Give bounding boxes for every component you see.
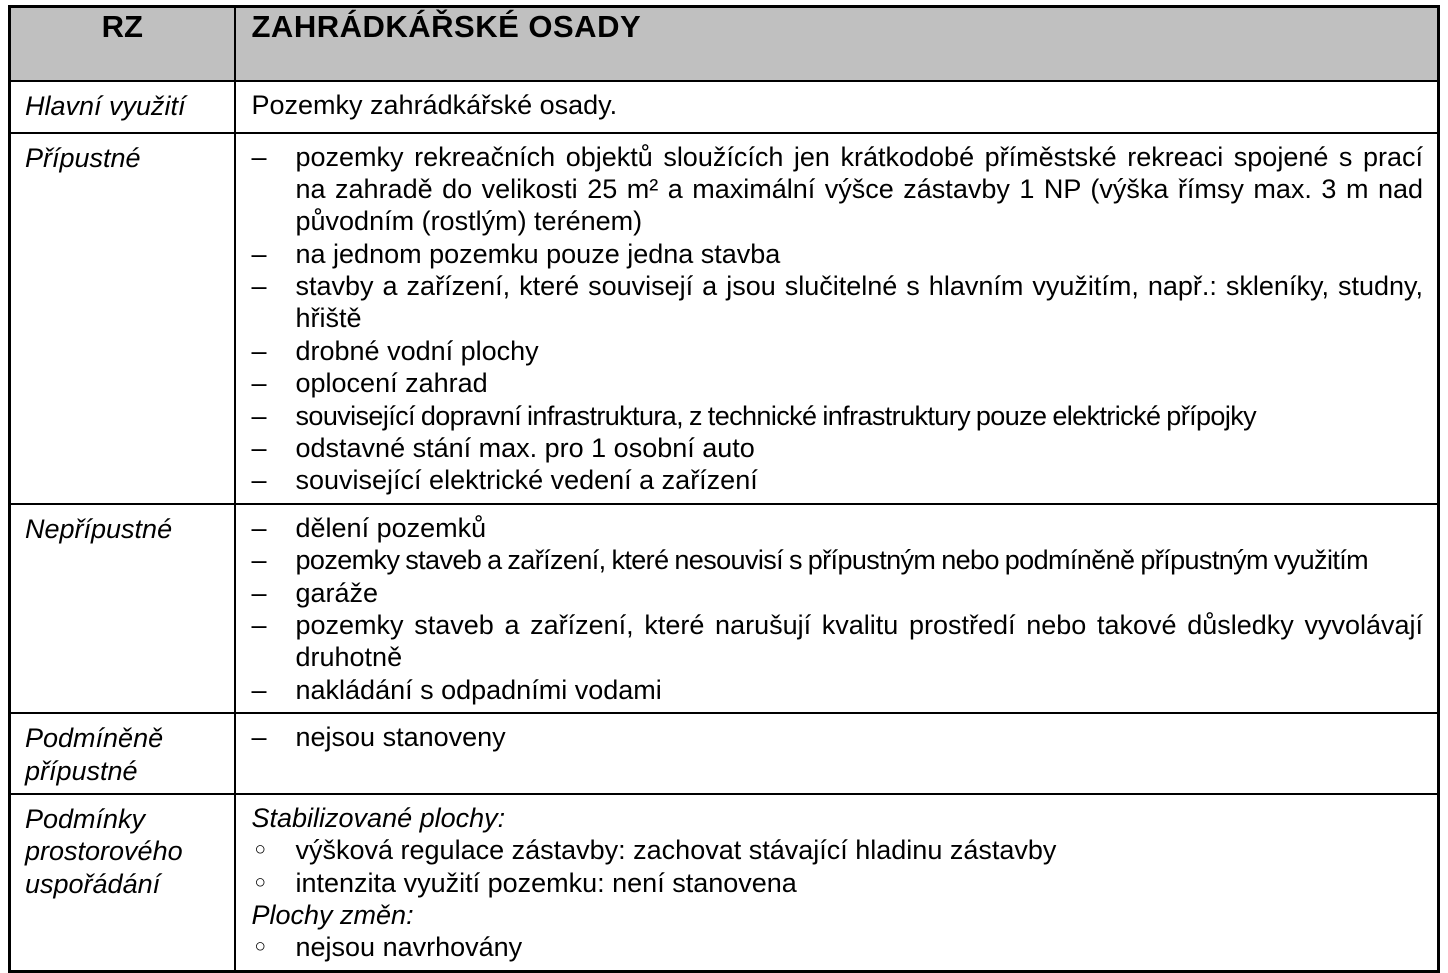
list-item [252,609,1424,674]
list-item-text: pozemky staveb a zařízení, které nesouvisí s přípustným nebo podmíněně přípustným využitím [295,545,1369,576]
spec-table-body [10,81,1439,972]
dash-bullet: – [251,335,267,366]
list-item-text: odstavné stání max. pro 1 osobní auto [295,433,755,464]
list-item [252,931,1424,963]
zone-title: ZAHRÁDKÁŘSKÉ OSADY [235,7,1439,81]
dash-bullet: – [251,433,267,464]
cell-text: Pozemky zahrádkářské osady. [251,89,618,120]
list-item [252,367,1424,399]
list-item-text: nejsou navrhovány [295,932,523,963]
row-label: Přípustné [10,133,235,504]
circle-bullet: ○ [254,871,266,893]
dash-bullet: – [251,141,267,172]
list-item [252,464,1424,496]
dash-bullet: – [251,368,267,399]
row-content [235,504,1439,713]
list-item [252,674,1424,706]
dash-bullet: – [251,545,267,576]
list-item-text: drobné vodní plochy [295,335,539,366]
list-item-text: nejsou stanoveny [295,722,506,753]
table-row [10,133,1439,504]
list-item [252,867,1424,899]
list-item [252,512,1424,544]
list-item-text: pozemky rekreačních objektů sloužících jen krátkodobé příměstské rekreaci spojené s prací na zahradě do velikosti 25 m² a maximální výšce zástavby 1 NP (výška římsy max. 3 m nad původním (rostlým) terénem) [295,141,1423,237]
row-label: Podmínky prostorového uspořádání [10,794,235,971]
dash-bullet: – [251,512,267,543]
zoning-table [8,5,1440,973]
list-subheading: Stabilizované plochy: [251,802,506,833]
row-content [235,713,1439,794]
dash-bullet: – [251,674,267,705]
row-label: Nepřípustné [10,504,235,713]
list-item [252,544,1424,576]
list-item-text: pozemky staveb a zařízení, které narušují kvalitu prostředí nebo takové důsledky vyvolávají druhotně [295,609,1423,673]
list-item-text: související dopravní infrastruktura, z technické infrastruktury pouze elektrické přípojky [295,400,1257,431]
table-header [10,7,1439,81]
list-item [252,577,1424,609]
list-item-text: související elektrické vedení a zařízení [295,465,758,496]
list-item [252,141,1424,238]
list-item [252,238,1424,270]
table-row [10,504,1439,713]
dash-bullet: – [251,577,267,608]
row-content [235,794,1439,971]
list-item [252,400,1424,432]
list-item-text: oplocení zahrad [295,368,488,399]
list-item [252,834,1424,866]
table-row [10,81,1439,133]
list-item [252,432,1424,464]
list-item-text: dělení pozemků [295,512,487,543]
table-row [10,794,1439,971]
dash-bullet: – [251,609,267,640]
dash-bullet: – [251,238,267,269]
row-label: Podmíněně přípustné [10,713,235,794]
list-item-text: nakládání s odpadními vodami [295,674,662,705]
dash-bullet: – [251,722,267,753]
list-item [252,270,1424,335]
row-content [235,81,1439,133]
dash-bullet: – [251,465,267,496]
header-row [10,7,1439,81]
dash-bullet: – [251,400,267,431]
list-item-text: na jednom pozemku pouze jedna stavba [295,238,781,269]
list-item-text: výšková regulace zástavby: zachovat stávající hladinu zástavby [295,835,1057,866]
row-label: Hlavní využití [10,81,235,133]
circle-bullet: ○ [254,839,266,861]
list-subheading: Plochy změn: [251,900,414,931]
list-item [252,335,1424,367]
list-item-text: garáže [295,577,379,608]
circle-bullet: ○ [254,936,266,958]
zone-code: RZ [10,7,235,81]
list-item [252,721,1424,753]
table-row [10,713,1439,794]
row-content [235,133,1439,504]
list-item-text: intenzita využití pozemku: není stanovena [295,867,797,898]
list-item-text: stavby a zařízení, které souvisejí a jsou slučitelné s hlavním využitím, např.: skleníky, studny, hřiště [295,271,1423,334]
dash-bullet: – [251,271,267,302]
